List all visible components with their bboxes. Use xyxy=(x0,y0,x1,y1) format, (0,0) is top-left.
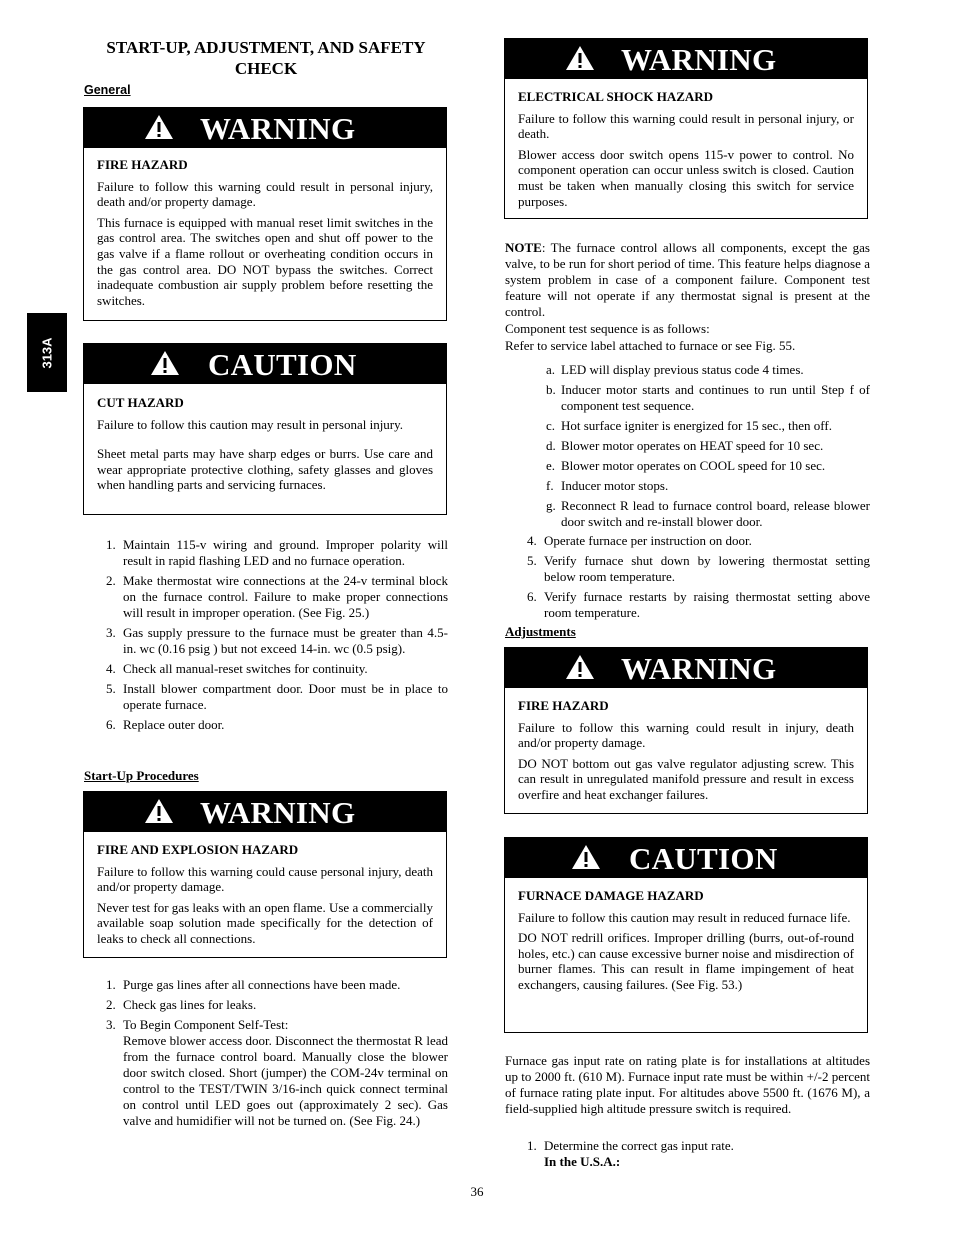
list-item: e. Blower motor operates on COOL speed for 10 sec. xyxy=(546,458,826,473)
gas-input-paragraph: Furnace gas input rate on rating plate is for installations at altitudes up to 2000 ft. (610 M). Furnace input rate must be within +/-2 percent of furnace rating plate input. For altitudes above 5500 ft. (1676 M), a field-supplied high altitude pressure switch is required. xyxy=(505,1053,870,1116)
warning-text: DO NOT bottom out gas valve regulator adjusting screw. This can result in unregulated manifold pressure and result in excess overfire and heat exchanger failures. xyxy=(518,755,854,802)
note-text: : The furnace control allows all components, except the gas valve, to be run for short period of time. This feature helps diagnose a system problem in case of a component failure. Component test feature will not operate if any thermostat signal is present at the control. xyxy=(505,240,870,319)
list-item: 6. Replace outer door. xyxy=(106,717,225,732)
hazard-title: FIRE AND EXPLOSION HAZARD xyxy=(97,842,299,857)
caution-box-furnace-damage xyxy=(504,837,868,1033)
list-item: 4. Operate furnace per instruction on door. xyxy=(527,533,752,548)
list-item: 6. Verify furnace restarts by raising thermostat setting above room temperature. xyxy=(527,589,870,620)
warning-box-fire-explosion xyxy=(83,791,447,958)
warning-text: Failure to follow this warning could result in injury, death and/or property damage. xyxy=(518,719,854,751)
caution-header xyxy=(505,838,867,878)
hazard-title: FIRE HAZARD xyxy=(518,698,609,713)
warning-triangle-icon xyxy=(565,45,595,71)
warning-label: WARNING xyxy=(200,111,356,146)
startup-checklist xyxy=(84,537,448,737)
list-item: g. Reconnect R lead to furnace control board, release blower door switch and re-install blower door. xyxy=(546,498,870,529)
caution-label: CAUTION xyxy=(208,347,357,382)
warning-box-fire-hazard xyxy=(83,107,447,321)
list-item: 5. Install blower compartment door. Door must be in place to operate furnace. xyxy=(106,681,448,712)
warning-label: WARNING xyxy=(621,42,777,77)
warning-text: Failure to follow this warning could result in personal injury, death and/or property damage. xyxy=(97,178,433,210)
component-test-steps xyxy=(84,977,448,1133)
caution-text: Failure to follow this caution may result in reduced furnace life. xyxy=(518,909,851,925)
warning-triangle-icon xyxy=(144,798,174,824)
hazard-title: FIRE HAZARD xyxy=(97,157,188,172)
sequence-intro: Component test sequence is as follows: xyxy=(505,321,710,336)
list-item: 3. To Begin Component Self-Test: Remove blower access door. Disconnect the thermostat R lead from the furnace control board. Manually close the blower door switch closed. Short (jumper) the COM-24v terminal on control to the TEST/TWIN 3/16-inch quick connect terminal on control until LED goes out (approximately 2 sec). Gas valve and humidifier will not be turned on. (See Fig. 24.) xyxy=(106,1017,448,1128)
list-item: d. Blower motor operates on HEAT speed for 10 sec. xyxy=(546,438,824,453)
warning-header xyxy=(505,39,867,79)
list-item: 3. Gas supply pressure to the furnace must be greater than 4.5-in. wc (0.16 psig ) but not exceed 14-in. wc (0.5 psig). xyxy=(106,625,448,656)
warning-text: Failure to follow this warning could result in personal injury, or death. xyxy=(518,110,854,142)
list-item: 1. Purge gas lines after all connections have been made. xyxy=(106,977,401,992)
side-tab-label: 313A xyxy=(39,337,55,369)
component-test-sequence xyxy=(505,362,870,534)
warning-header xyxy=(84,792,446,832)
list-item: 2. Make thermostat wire connections at the 24-v terminal block on the furnace control. Failure to make proper connections will result in improper operation. (See Fig. 25.) xyxy=(106,573,448,620)
list-item: 1. Maintain 115-v wiring and ground. Improper polarity will result in rapid flashing LED and no furnace operation. xyxy=(106,537,448,568)
general-heading: General xyxy=(84,83,131,97)
warning-header xyxy=(505,648,867,688)
warning-triangle-icon xyxy=(144,114,174,140)
usa-label: In the U.S.A.: xyxy=(544,1154,621,1169)
warning-text: Failure to follow this warning could cause personal injury, death and/or property damage. xyxy=(97,863,433,895)
caution-label: CAUTION xyxy=(629,841,778,876)
list-item: 2. Check gas lines for leaks. xyxy=(106,997,257,1012)
note-block xyxy=(505,240,870,354)
sequence-reference: Refer to service label attached to furnace or see Fig. 55. xyxy=(505,338,796,353)
list-item: b. Inducer motor starts and continues to run until Step f of component test sequence. xyxy=(546,382,870,413)
list-item: c. Hot surface igniter is energized for 15 sec., then off. xyxy=(546,418,832,433)
warning-label: WARNING xyxy=(621,651,777,686)
warning-text: Never test for gas leaks with an open flame. Use a commercially available soap solution made specifically for the detection of leaks to check all connections. xyxy=(97,899,433,946)
caution-box-cut-hazard xyxy=(83,343,447,515)
section-title: START-UP, ADJUSTMENT, AND SAFETY CHECK xyxy=(106,38,426,78)
caution-text: Sheet metal parts may have sharp edges or burrs. Use care and wear appropriate protective clothing, safety glasses and gloves when handling parts and servicing furnaces. xyxy=(97,446,433,493)
hazard-title: CUT HAZARD xyxy=(97,395,184,410)
page-number: 36 xyxy=(470,1184,484,1199)
warning-box-fire-hazard-adjust xyxy=(504,647,868,814)
verification-steps xyxy=(505,533,870,625)
warning-triangle-icon xyxy=(571,844,601,870)
list-item: 4. Check all manual-reset switches for continuity. xyxy=(106,661,368,676)
startup-procedures-heading: Start-Up Procedures xyxy=(84,768,199,783)
caution-text: Failure to follow this caution may result in personal injury. xyxy=(97,416,404,432)
hazard-title: ELECTRICAL SHOCK HAZARD xyxy=(518,89,714,104)
note-paragraph xyxy=(505,240,870,320)
warning-triangle-icon xyxy=(565,654,595,680)
list-item: a. LED will display previous status code 4 times. xyxy=(546,362,804,377)
list-item: 1. Determine the correct gas input rate. In the U.S.A.: xyxy=(527,1138,734,1169)
warning-text: Blower access door switch opens 115-v power to control. No component operation can occur unless switch is closed. Caution must be taken when manually closing this switch for service purposes. xyxy=(518,146,854,209)
adjustments-heading: Adjustments xyxy=(505,624,576,639)
note-label: NOTE xyxy=(505,240,542,255)
list-item: f. Inducer motor stops. xyxy=(546,478,669,493)
warning-text: This furnace is equipped with manual reset limit switches in the gas control area. The switches open and shut off power to the gas valve if a flame rollout or overheating condition occurs in the gas control area. DO NOT bypass the switches. Correct inadequate combustion air supply problem before resetting the switches. xyxy=(97,214,433,308)
warning-triangle-icon xyxy=(150,350,180,376)
caution-header xyxy=(84,344,446,384)
warning-header xyxy=(84,108,446,148)
hazard-title: FURNACE DAMAGE HAZARD xyxy=(518,888,704,903)
list-item: 5. Verify furnace shut down by lowering thermostat setting below room temperature. xyxy=(527,553,870,584)
gas-input-steps xyxy=(505,1138,870,1170)
warning-box-electrical-shock xyxy=(504,38,868,219)
caution-text: DO NOT redrill orifices. Improper drilling (burrs, out-of-round holes, etc.) can cause excessive burner noise and misdirection of burner flames. This can result in flame impingement of heat exchangers, causing failures. (See Fig. 53.) xyxy=(518,930,854,992)
warning-label: WARNING xyxy=(200,795,356,830)
side-tab xyxy=(27,313,67,392)
